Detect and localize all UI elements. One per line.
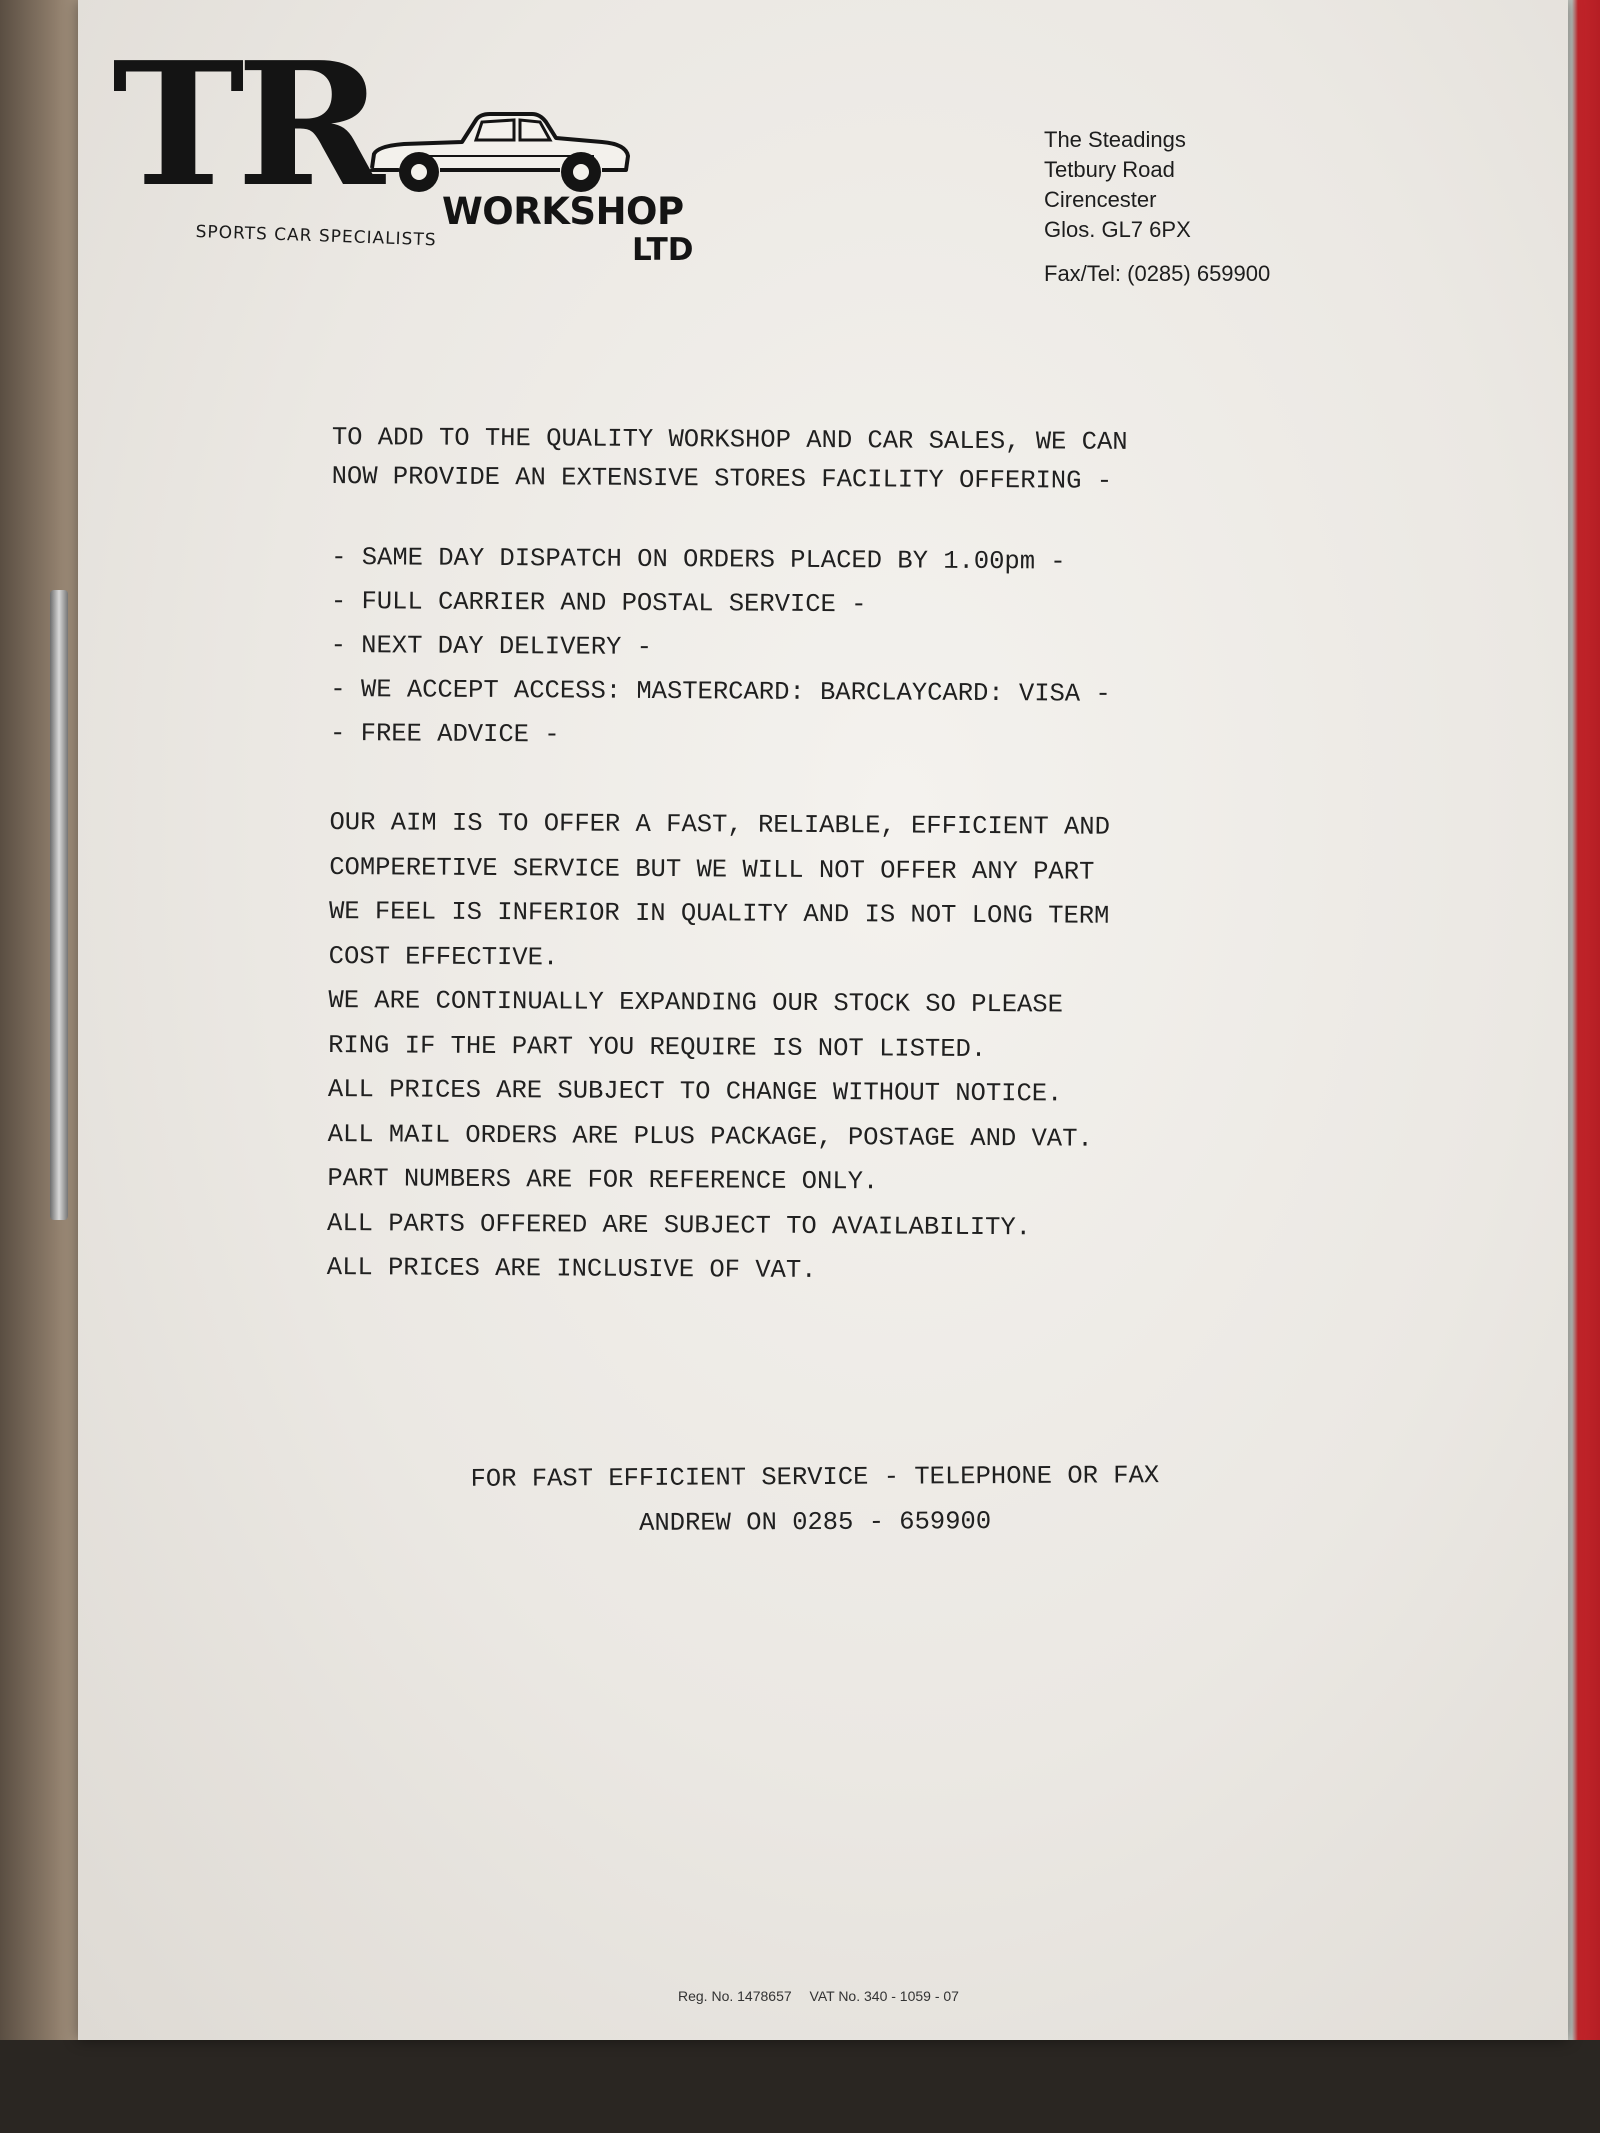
terms-line: ALL PARTS OFFERED ARE SUBJECT TO AVAILABILITY. [326, 1208, 1032, 1242]
contact-block [240, 1452, 1390, 1548]
reg-number: Reg. No. 1478657 [678, 1988, 792, 2004]
letter-body [327, 418, 1272, 1296]
services-list [330, 536, 1271, 762]
terms-line: ALL PRICES ARE INCLUSIVE OF VAT. [326, 1252, 817, 1285]
logo-workshop-text: WORKSHOP [442, 190, 684, 233]
terms-paragraph [327, 801, 1270, 1296]
company-address [1044, 125, 1270, 289]
terms-line: PART NUMBERS ARE FOR REFERENCE ONLY. [327, 1163, 879, 1197]
fax-telephone: Fax/Tel: (0285) 659900 [1044, 261, 1271, 286]
intro-line: NOW PROVIDE AN EXTENSIVE STORES FACILITY OFFERING - [331, 461, 1113, 496]
terms-line: ALL MAIL ORDERS ARE PLUS PACKAGE, POSTAGE AND VAT. [327, 1119, 1093, 1154]
terms-line: OUR AIM IS TO OFFER A FAST, RELIABLE, EFFICIENT AND [329, 807, 1111, 842]
intro-paragraph [332, 418, 1272, 502]
terms-line: COST EFFECTIVE. [328, 941, 559, 972]
terms-line: RING IF THE PART YOU REQUIRE IS NOT LISTED. [328, 1030, 987, 1064]
address-line: Tetbury Road [1044, 157, 1175, 182]
terms-line: ALL PRICES ARE SUBJECT TO CHANGE WITHOUT NOTICE. [327, 1074, 1063, 1109]
logo-ltd-text: LTD [632, 232, 694, 268]
intro-line: TO ADD TO THE QUALITY WORKSHOP AND CAR SALES, WE CAN [331, 422, 1128, 457]
terms-line: WE ARE CONTINUALLY EXPANDING OUR STOCK SO PLEASE [328, 985, 1064, 1020]
contact-phone: ANDREW ON 0285 - 659900 [639, 1507, 992, 1538]
desk-background-bottom [0, 2040, 1600, 2133]
address-line: Glos. GL7 6PX [1044, 217, 1191, 242]
address-line: The Steadings [1044, 127, 1186, 152]
service-item: - FREE ADVICE - [329, 718, 560, 750]
address-line: Cirencester [1044, 187, 1157, 212]
desk-background [0, 0, 90, 2133]
terms-line: WE FEEL IS INFERIOR IN QUALITY AND IS NOT LONG TERM [328, 896, 1110, 931]
service-item: - WE ACCEPT ACCESS: MASTERCARD: BARCLAYCARD: VISA - [330, 674, 1111, 709]
service-item: - FULL CARRIER AND POSTAL SERVICE - [330, 586, 867, 620]
terms-line: COMPERETIVE SERVICE BUT WE WILL NOT OFFER ANY PART [329, 852, 1095, 887]
letterhead-logo [112, 25, 732, 270]
binder-clip [50, 590, 68, 1220]
contact-line: FOR FAST EFFICIENT SERVICE - TELEPHONE OR FAX [470, 1461, 1160, 1494]
service-item: - NEXT DAY DELIVERY - [330, 630, 653, 662]
registration-footer [678, 1988, 973, 2004]
vat-number: VAT No. 340 - 1059 - 07 [809, 1988, 959, 2004]
service-item: - SAME DAY DISPATCH ON ORDERS PLACED BY 1.00pm - [331, 542, 1066, 577]
logo-tr-mark: TR [112, 25, 377, 225]
company-tagline: SPORTS CAR SPECIALISTS [195, 222, 437, 251]
sports-car-icon [364, 98, 634, 198]
